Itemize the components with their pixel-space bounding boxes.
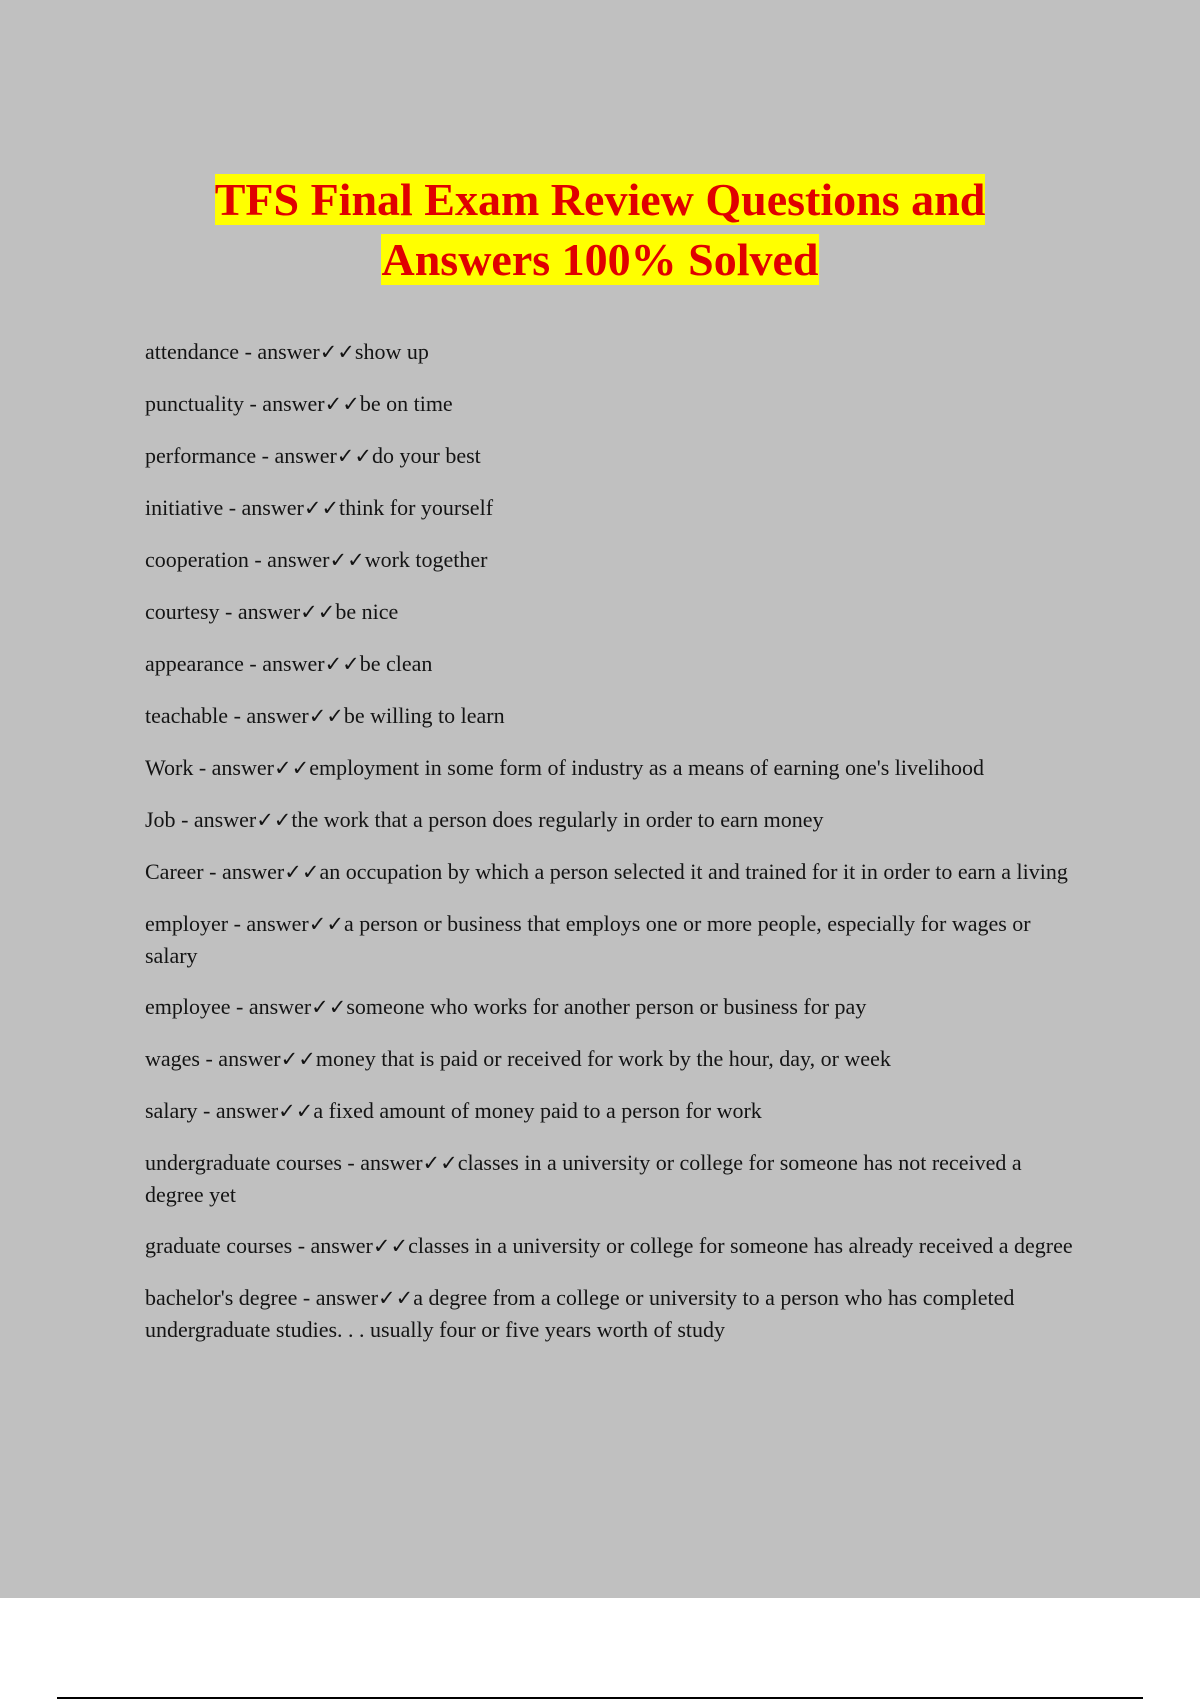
qa-definition: be nice xyxy=(335,599,399,624)
answer-separator: - answer xyxy=(197,1098,279,1123)
qa-term: graduate courses xyxy=(145,1233,293,1258)
qa-term: attendance xyxy=(145,339,240,364)
title-line-2: Answers 100% Solved xyxy=(381,234,819,285)
qa-definition: think for yourself xyxy=(339,495,494,520)
qa-term: Career xyxy=(145,859,204,884)
double-check-icon: ✓✓ xyxy=(372,1234,409,1258)
qa-item xyxy=(145,336,1085,368)
qa-item xyxy=(145,596,1085,628)
answer-separator: - answer xyxy=(223,495,304,520)
qa-definition: a person or business that employs one or more people, especially for wages or salary xyxy=(145,911,1031,968)
double-check-icon: ✓✓ xyxy=(378,1286,414,1310)
page-title xyxy=(0,170,1200,290)
qa-term: teachable xyxy=(145,703,229,728)
qa-term: employee xyxy=(145,994,231,1019)
answer-separator: - answer xyxy=(248,547,330,572)
qa-item xyxy=(145,991,1085,1023)
double-check-icon: ✓✓ xyxy=(303,496,340,520)
qa-term: employer xyxy=(145,911,229,936)
qa-term: initiative xyxy=(145,495,224,520)
double-check-icon: ✓✓ xyxy=(308,912,344,936)
double-check-icon: ✓✓ xyxy=(324,652,360,676)
answer-separator: - answer xyxy=(228,911,309,936)
qa-item xyxy=(145,700,1085,732)
qa-item xyxy=(145,1282,1085,1345)
qa-term: bachelor's degree xyxy=(145,1285,298,1310)
answer-separator: - answer xyxy=(199,1046,281,1071)
double-check-icon: ✓✓ xyxy=(319,340,355,364)
answer-separator: - answer xyxy=(203,859,285,884)
qa-item xyxy=(145,804,1085,836)
qa-definition: a fixed amount of money paid to a person for work xyxy=(313,1098,762,1123)
title-line-1: TFS Final Exam Review Questions and xyxy=(214,174,986,225)
qa-definition: an occupation by which a person selected it and trained for it in order to earn a living xyxy=(319,859,1068,884)
qa-term: punctuality xyxy=(145,391,244,416)
qa-definition: be on time xyxy=(359,391,453,416)
qa-item xyxy=(145,544,1085,576)
answer-separator: - answer xyxy=(193,755,274,780)
qa-definition: be clean xyxy=(359,651,433,676)
qa-definition: a degree from a college or university to a person who has completed undergraduate studies. . . usually four or five years worth of study xyxy=(145,1285,1015,1342)
answer-separator: - answer xyxy=(175,807,257,832)
qa-item xyxy=(145,1230,1085,1262)
double-check-icon: ✓✓ xyxy=(280,1047,316,1071)
qa-item xyxy=(145,492,1085,524)
qa-term: performance xyxy=(145,443,257,468)
qa-definition: be willing to learn xyxy=(343,703,505,728)
qa-term: courtesy xyxy=(145,599,220,624)
qa-item xyxy=(145,1147,1085,1210)
double-check-icon: ✓✓ xyxy=(324,392,360,416)
double-check-icon: ✓✓ xyxy=(256,808,292,832)
qa-term: appearance xyxy=(145,651,244,676)
qa-term: cooperation xyxy=(145,547,249,572)
qa-term: Work xyxy=(145,755,194,780)
answer-separator: - answer xyxy=(341,1150,423,1175)
qa-definition: the work that a person does regularly in order to earn money xyxy=(291,807,824,832)
double-check-icon: ✓✓ xyxy=(278,1099,314,1123)
answer-separator: - answer xyxy=(256,443,337,468)
answer-separator: - answer xyxy=(292,1233,373,1258)
qa-item xyxy=(145,1043,1085,1075)
qa-term: salary xyxy=(145,1098,198,1123)
double-check-icon: ✓✓ xyxy=(284,860,320,884)
answer-separator: - answer xyxy=(219,599,301,624)
answer-separator: - answer xyxy=(239,339,320,364)
qa-definition: show up xyxy=(354,339,429,364)
qa-list xyxy=(145,336,1085,1365)
qa-item xyxy=(145,908,1085,971)
qa-definition: someone who works for another person or business for pay xyxy=(346,994,867,1019)
double-check-icon: ✓✓ xyxy=(308,704,344,728)
qa-definition: classes in a university or college for someone has already received a degree xyxy=(408,1233,1073,1258)
answer-separator: - answer xyxy=(228,703,309,728)
qa-term: wages xyxy=(145,1046,200,1071)
double-check-icon: ✓✓ xyxy=(300,600,336,624)
double-check-icon: ✓✓ xyxy=(329,548,365,572)
double-check-icon: ✓✓ xyxy=(422,1151,458,1175)
qa-item xyxy=(145,752,1085,784)
footer-divider xyxy=(57,1697,1143,1699)
qa-definition: work together xyxy=(364,547,488,572)
qa-definition: classes in a university or college for someone has not received a degree yet xyxy=(145,1150,1022,1207)
double-check-icon: ✓✓ xyxy=(311,995,347,1019)
answer-separator: - answer xyxy=(297,1285,379,1310)
answer-separator: - answer xyxy=(243,391,325,416)
answer-separator: - answer xyxy=(243,651,325,676)
qa-item xyxy=(145,440,1085,472)
qa-definition: money that is paid or received for work by the hour, day, or week xyxy=(315,1046,891,1071)
qa-definition: do your best xyxy=(372,443,481,468)
double-check-icon: ✓✓ xyxy=(273,756,310,780)
qa-item xyxy=(145,1095,1085,1127)
qa-term: undergraduate courses xyxy=(145,1150,342,1175)
qa-item xyxy=(145,856,1085,888)
answer-separator: - answer xyxy=(230,994,312,1019)
double-check-icon: ✓✓ xyxy=(336,444,372,468)
qa-item xyxy=(145,388,1085,420)
qa-term: Job xyxy=(145,807,176,832)
qa-definition: employment in some form of industry as a means of earning one's livelihood xyxy=(309,755,985,780)
qa-item xyxy=(145,648,1085,680)
